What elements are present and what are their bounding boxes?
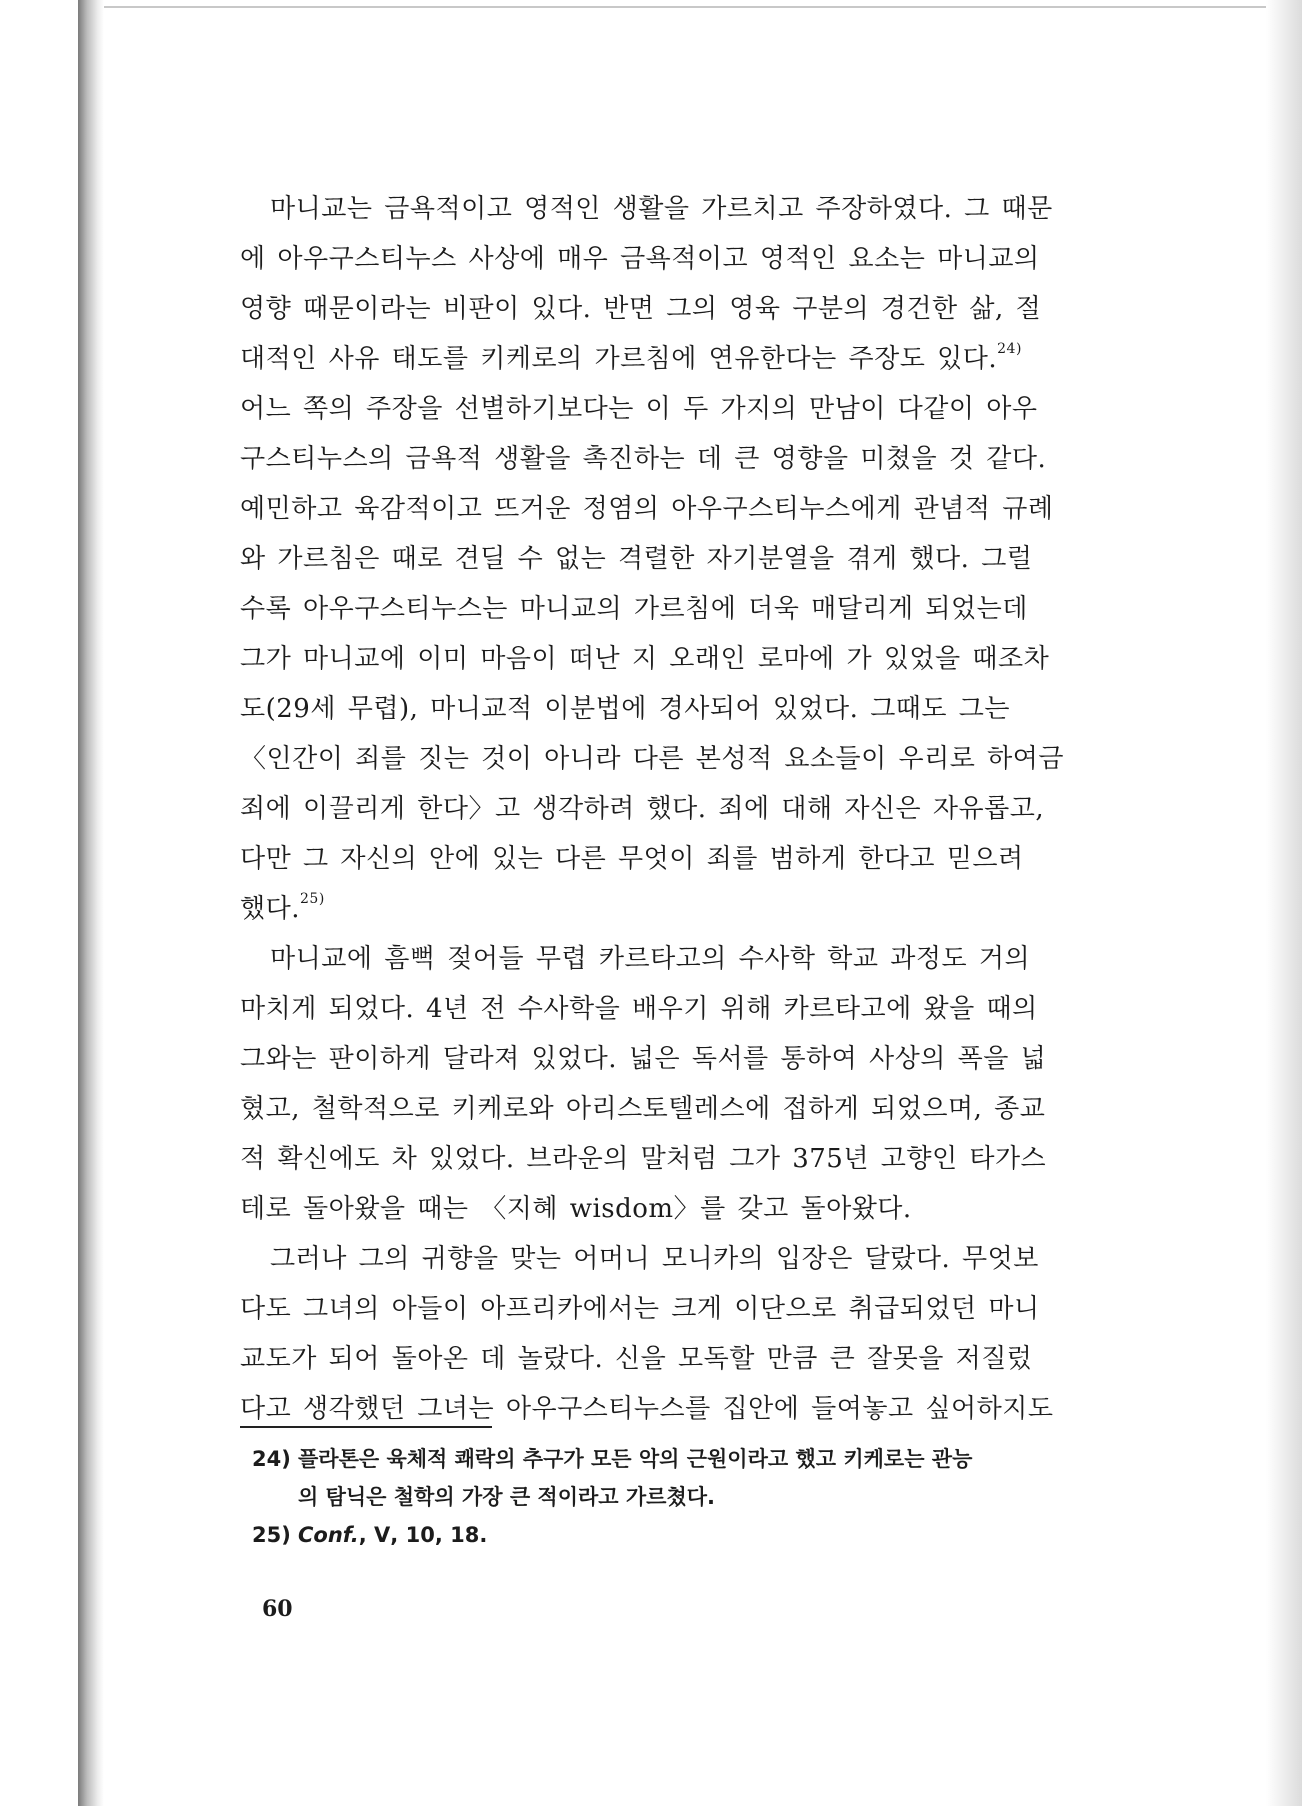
citation-location: , Ⅴ, 10, 18. <box>358 1523 488 1547</box>
footnote-number: 24) <box>252 1447 291 1471</box>
text-line: 다고 생각했던 그녀는 아우구스티누스를 집안에 들여놓고 싶어하지도 <box>240 1394 1054 1424</box>
text-line: 마니교는 금욕적이고 영적인 생활을 가르치고 주장하였다. 그 때문 <box>270 194 1053 224</box>
footnote-ref-25[interactable]: 25) <box>300 891 325 907</box>
text-line: 마니교에 흠뻑 젖어들 무렵 카르타고의 수사학 학교 과정도 거의 <box>270 944 1031 974</box>
citation-title: Conf. <box>298 1523 359 1547</box>
text-line: 교도가 되어 돌아온 데 놀랐다. 신을 모독할 만큼 큰 잘못을 저질렀 <box>240 1344 1033 1374</box>
text-line: 대적인 사유 태도를 키케로의 가르침에 연유한다는 주장도 있다.$^{24)}$ <box>240 341 1022 374</box>
footnote-25 <box>252 1516 1146 1554</box>
text-line: 어느 쪽의 주장을 선별하기보다는 이 두 가지의 만남이 다같이 아우 <box>240 394 1038 424</box>
text-line: 와 가르침은 때로 견딜 수 없는 격렬한 자기분열을 겪게 했다. 그럴 <box>240 544 1033 574</box>
text-line: 〈인간이 죄를 짓는 것이 아니라 다른 본성적 요소들이 우리로 하여금 <box>240 744 1065 774</box>
footnote-continuation: 의 탐닉은 철학의 가장 큰 적이라고 가르쳤다. <box>298 1485 715 1509</box>
text-line: 영향 때문이라는 비판이 있다. 반면 그의 영육 구분의 경건한 삶, 절 <box>240 294 1042 324</box>
paragraph-3 <box>240 1234 1146 1434</box>
text-line: 그와는 판이하게 달라져 있었다. 넓은 독서를 통하여 사상의 폭을 넓 <box>240 1044 1047 1074</box>
page-number: 60 <box>262 1596 293 1622</box>
text-line: 그러나 그의 귀향을 맞는 어머니 모니카의 입장은 달랐다. 무엇보 <box>270 1244 1039 1274</box>
footnotes <box>252 1440 1146 1554</box>
page-body <box>240 184 1146 1434</box>
text-line: 에 아우구스티누스 사상에 매우 금욕적이고 영적인 요소는 마니교의 <box>240 244 1040 274</box>
footnote-text <box>298 1516 1146 1554</box>
text-line: 다만 그 자신의 안에 있는 다른 무엇이 죄를 범하게 한다고 믿으려 <box>240 844 1024 874</box>
text-line: 도(29세 무렵), 마니교적 이분법에 경사되어 있었다. 그때도 그는 <box>240 694 1011 724</box>
paragraph-1 <box>240 184 1146 934</box>
footnote-text: 플라톤은 육체적 쾌락의 추구가 모든 악의 근원이라고 했고 키케로는 관능 <box>298 1447 973 1471</box>
footnote-ref-24[interactable]: 24) <box>997 341 1022 357</box>
text-line: 죄에 이끌리게 한다〉고 생각하려 했다. 죄에 대해 자신은 자유롭고, <box>240 794 1045 824</box>
page-top-edge <box>96 6 1266 8</box>
text-line: 혔고, 철학적으로 키케로와 아리스토텔레스에 접하게 되었으며, 종교 <box>240 1094 1046 1124</box>
footnote-divider <box>240 1426 492 1428</box>
page-right-edge <box>1266 0 1302 1806</box>
text-line: 적 확신에도 차 있었다. 브라운의 말처럼 그가 375년 고향인 타가스 <box>240 1144 1047 1174</box>
text-line: 했다.$^{25)}$ <box>240 891 325 924</box>
text-line: 그가 마니교에 이미 마음이 떠난 지 오래인 로마에 가 있었을 때조차 <box>240 644 1050 674</box>
page-binding-shadow <box>78 0 104 1806</box>
text-line: 다도 그녀의 아들이 아프리카에서는 크게 이단으로 취급되었던 마니 <box>240 1294 1040 1324</box>
text-line: 수록 아우구스티누스는 마니교의 가르침에 더욱 매달리게 되었는데 <box>240 594 1028 624</box>
text-line: 테로 돌아왔을 때는 〈지혜 wisdom〉를 갖고 돌아왔다. <box>240 1194 912 1224</box>
footnote-number: 25) <box>252 1523 291 1547</box>
paragraph-2 <box>240 934 1146 1234</box>
text-line: 마치게 되었다. 4년 전 수사학을 배우기 위해 카르타고에 왔을 때의 <box>240 994 1038 1024</box>
text-line: 예민하고 육감적이고 뜨거운 정염의 아우구스티누스에게 관념적 규례 <box>240 494 1054 524</box>
text-line: 구스티누스의 금욕적 생활을 촉진하는 데 큰 영향을 미쳤을 것 같다. <box>240 444 1047 474</box>
footnote-24 <box>252 1440 1146 1478</box>
